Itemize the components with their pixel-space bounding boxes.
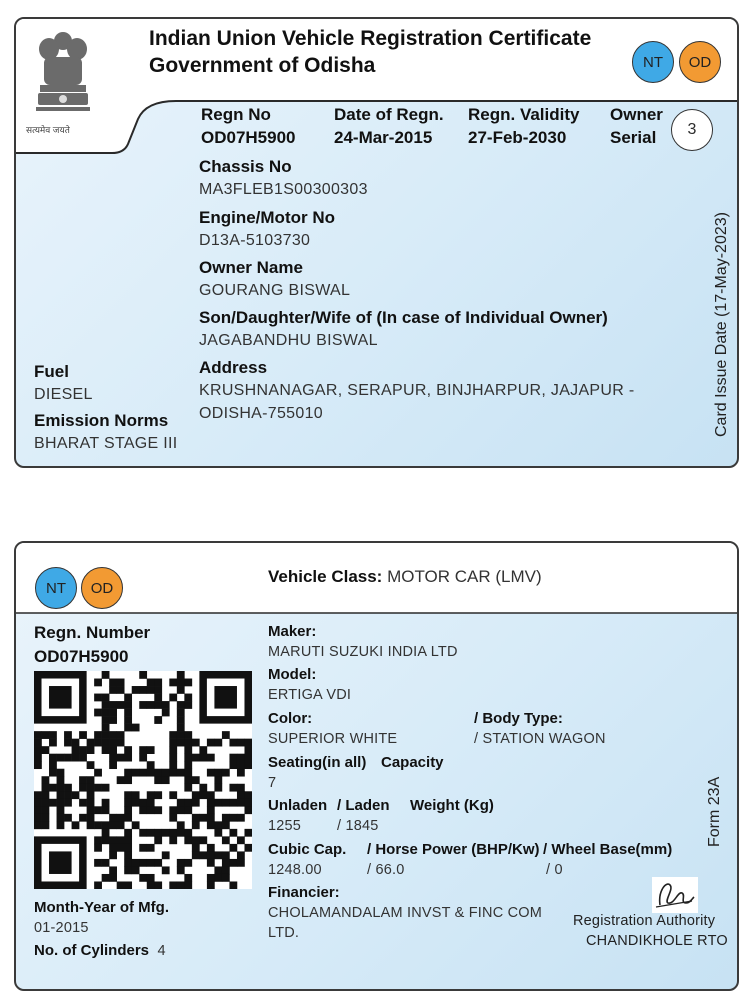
- od-badge: OD: [679, 41, 721, 83]
- card-issue-date: Card Issue Date (17-May-2023): [713, 212, 730, 437]
- nt-badge: NT: [632, 41, 674, 83]
- wheel-base-label: / Wheel Base(mm): [543, 841, 673, 858]
- body-type-label: / Body Type:: [474, 710, 563, 727]
- date-regn-value: 24-Mar-2015: [334, 128, 433, 147]
- owner-name-value: GOURANG BISWAL: [199, 282, 351, 299]
- financier-line1: CHOLAMANDALAM INVST & FINC COM: [268, 905, 543, 921]
- financier-label: Financier:: [268, 884, 340, 901]
- maker-value: MARUTI SUZUKI INDIA LTD: [268, 644, 458, 660]
- fuel-label: Fuel: [34, 362, 69, 381]
- unladen-label: Unladen: [268, 797, 328, 814]
- regn-number-label: Regn. Number: [34, 623, 151, 642]
- vehicle-class-label: Vehicle Class:: [268, 567, 383, 586]
- weight-label: Weight (Kg): [410, 797, 494, 814]
- form-number: Form 23A: [706, 776, 723, 847]
- laden-label: / Laden: [337, 797, 390, 814]
- cubic-cap-label: Cubic Cap.: [268, 841, 347, 858]
- authority-value: CHANDIKHOLE RTO: [586, 933, 728, 949]
- emblem-caption: सत्यमेव जयते: [26, 125, 70, 135]
- signature: [652, 877, 698, 913]
- address-line2: ODISHA-755010: [199, 405, 323, 422]
- fuel-value: DIESEL: [34, 386, 93, 403]
- model-value: ERTIGA VDI: [268, 687, 352, 703]
- color-label: Color:: [268, 710, 313, 727]
- body-type-value: / STATION WAGON: [474, 731, 606, 747]
- engine-label: Engine/Motor No: [199, 208, 335, 227]
- mfg-label: Month-Year of Mfg.: [34, 899, 169, 916]
- unladen-value: 1255: [268, 818, 302, 834]
- regn-no-value: OD07H5900: [201, 128, 296, 147]
- rc-back-card: [14, 541, 739, 991]
- nt-badge: NT: [35, 567, 77, 609]
- laden-value: / 1845: [337, 818, 379, 834]
- title-line2: Government of Odisha: [149, 54, 376, 77]
- capacity-label: Capacity: [381, 754, 444, 771]
- cubic-cap-value: 1248.00: [268, 862, 322, 878]
- horse-power-label: / Horse Power (BHP/Kw): [367, 841, 540, 858]
- relation-label: Son/Daughter/Wife of (In case of Individual Owner): [199, 308, 608, 327]
- seating-value: 7: [268, 775, 277, 791]
- address-line1: KRUSHNANAGAR, SERAPUR, BINJHARPUR, JAJAPUR -: [199, 382, 635, 399]
- vehicle-class: [268, 567, 542, 587]
- seating-label: Seating(in all): [268, 754, 367, 771]
- cylinders-value: 4: [157, 943, 166, 959]
- relation-value: JAGABANDHU BISWAL: [199, 332, 378, 349]
- validity-value: 27-Feb-2030: [468, 128, 567, 147]
- cylinders: [34, 942, 166, 960]
- address-label: Address: [199, 358, 268, 377]
- ashoka-emblem-icon: [32, 27, 94, 123]
- horse-power-value: / 66.0: [367, 862, 405, 878]
- regn-no-label: Regn No: [201, 105, 271, 124]
- emission-value: BHARAT STAGE III: [34, 435, 178, 452]
- chassis-value: MA3FLEB1S00300303: [199, 181, 368, 198]
- od-badge: OD: [81, 567, 123, 609]
- vehicle-class-value: MOTOR CAR (LMV): [387, 567, 542, 586]
- qr-code: [34, 671, 252, 889]
- validity-label: Regn. Validity: [468, 105, 580, 124]
- title-line1: Indian Union Vehicle Registration Certificate: [149, 27, 592, 50]
- owner-serial-label-1: Owner: [610, 105, 663, 124]
- maker-label: Maker:: [268, 623, 317, 640]
- model-label: Model:: [268, 666, 317, 683]
- owner-name-label: Owner Name: [199, 258, 303, 277]
- financier-line2: LTD.: [268, 925, 300, 941]
- mfg-value: 01-2015: [34, 920, 89, 936]
- emission-label: Emission Norms: [34, 411, 169, 430]
- engine-value: D13A-5103730: [199, 232, 311, 249]
- cylinders-label: No. of Cylinders: [34, 942, 150, 959]
- authority-label: Registration Authority: [573, 913, 716, 929]
- date-regn-label: Date of Regn.: [334, 105, 444, 124]
- chassis-label: Chassis No: [199, 157, 292, 176]
- rc-front-card: [14, 17, 739, 468]
- color-value: SUPERIOR WHITE: [268, 731, 398, 747]
- owner-serial-value: 3: [671, 109, 713, 151]
- regn-number-value: OD07H5900: [34, 647, 129, 666]
- wheel-base-value: / 0: [546, 862, 563, 878]
- owner-serial-label-2: Serial: [610, 128, 657, 147]
